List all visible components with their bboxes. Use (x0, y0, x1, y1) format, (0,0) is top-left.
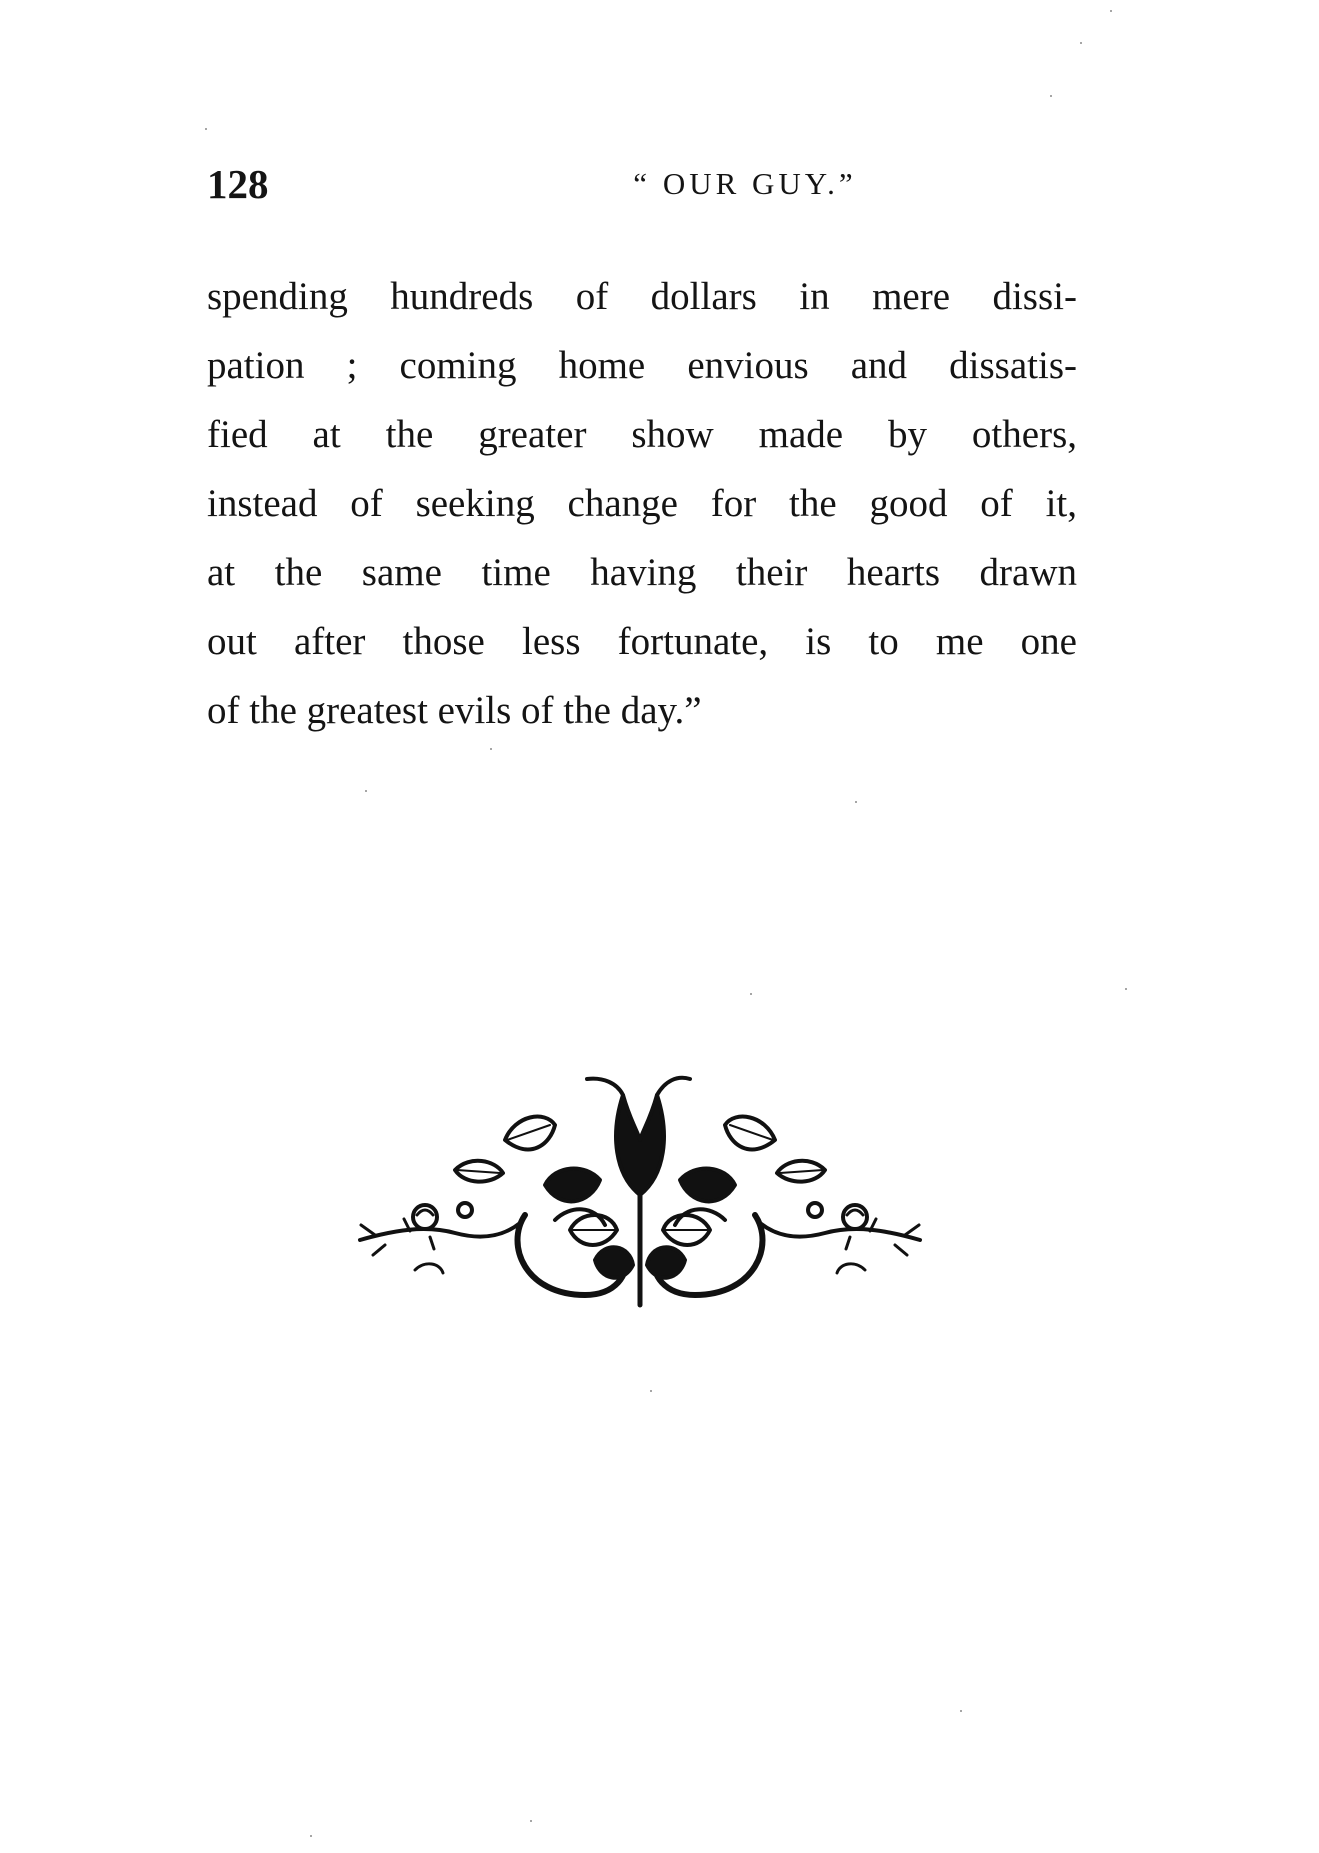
scan-speck (855, 801, 857, 803)
scan-speck (205, 128, 207, 130)
scan-speck (490, 748, 492, 750)
scan-speck (650, 1390, 652, 1392)
scan-speck (365, 790, 367, 792)
scan-speck (310, 1835, 312, 1837)
text-line: at the same time having their hearts drawn (207, 551, 1077, 594)
text-line: pation ; coming home envious and dissatis- (207, 344, 1077, 387)
floral-tailpiece-icon (355, 1045, 925, 1325)
scan-speck (1110, 10, 1112, 12)
text-line: fied at the greater show made by others, (207, 413, 1077, 456)
scan-speck (1125, 988, 1127, 990)
running-head (207, 160, 1077, 210)
text-line: instead of seeking change for the good of it, (207, 482, 1077, 525)
text-line: of the greatest evils of the day.” (207, 689, 702, 732)
text-line: out after those less fortunate, is to me one (207, 620, 1077, 663)
page-number: 128 (207, 161, 269, 207)
body-paragraph (207, 262, 1077, 745)
running-title: “ OUR GUY.” (633, 166, 857, 201)
scan-speck (960, 1710, 962, 1712)
scan-speck (1080, 42, 1082, 44)
scan-speck (530, 1820, 532, 1822)
text-line: spending hundreds of dollars in mere dissi- (207, 275, 1077, 318)
scan-speck (1050, 95, 1052, 97)
scan-speck (750, 993, 752, 995)
